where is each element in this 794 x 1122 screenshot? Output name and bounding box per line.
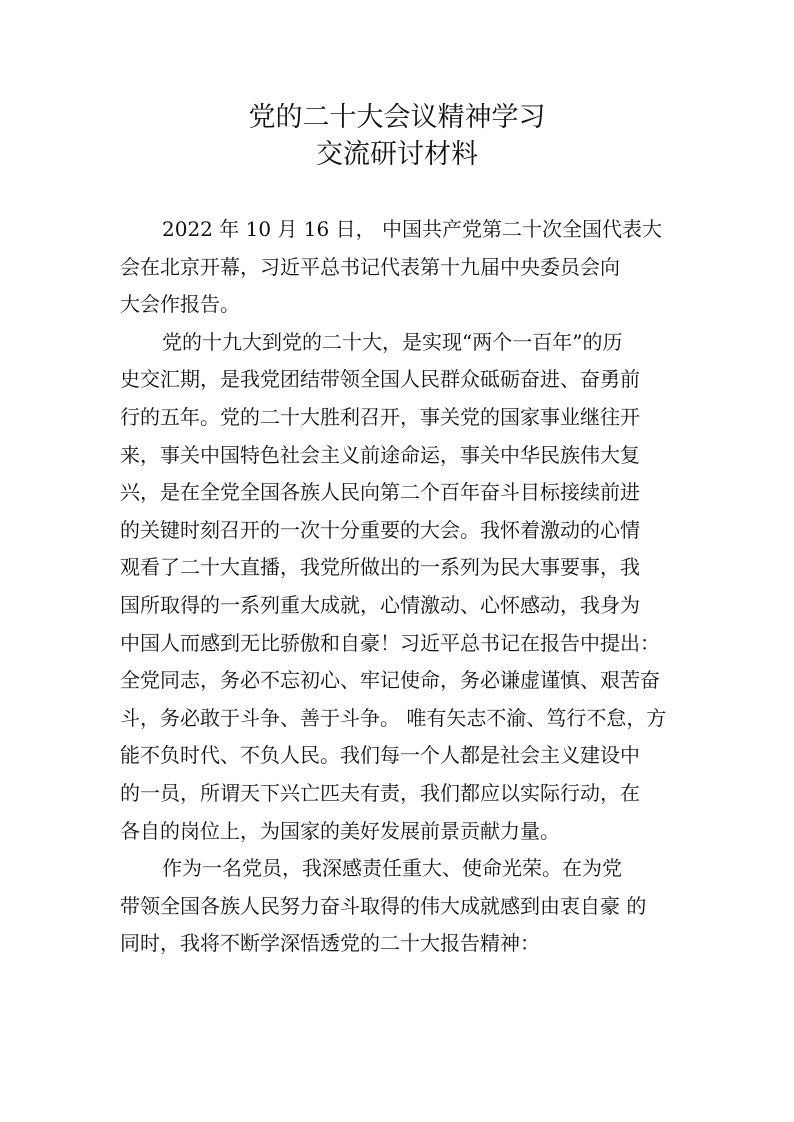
paragraph-line: 史交汇期，是我党团结带领全国人民群众砥砺奋进、奋勇前	[120, 367, 640, 392]
paragraph-line: 作为一名党员，我深感责任重大、使命光荣。在为党	[162, 856, 622, 881]
paragraph-line: 能不负时代、不负人民。我们每一个人都是社会主义建设中	[120, 743, 640, 768]
paragraph-line: 中国人而感到无比骄傲和自豪！习近平总书记在报告中提出：	[120, 630, 660, 655]
paragraph-line: 各自的岗位上，为国家的美好发展前景贡献力量。	[120, 818, 560, 843]
paragraph-line: 来，事关中国特色社会主义前途命运，事关中华民族伟大复	[120, 442, 640, 467]
document-title-line-2: 交流研讨材料	[316, 139, 478, 170]
paragraph-line: 大会作报告。	[120, 292, 240, 317]
paragraph-2	[120, 324, 700, 850]
paragraph-line: 2022 年 10 月 16 日， 中国共产党第二十次全国代表大	[162, 217, 662, 241]
paragraph-line: 兴，是在全党全国各族人民向第二个百年奋斗目标接续前进	[120, 480, 640, 505]
paragraph-line: 国所取得的一系列重大成就，心情激动、心怀感动，我身为	[120, 592, 640, 617]
paragraph-line: 的一员，所谓天下兴亡匹夫有责，我们都应以实际行动，在	[120, 780, 640, 805]
paragraph-line: 党的十九大到党的二十大，是实现“两个一百年”的历	[162, 329, 623, 354]
paragraph-line: 全党同志，务必不忘初心、牢记使命，务必谦虚谨慎、艰苦奋	[120, 668, 660, 693]
paragraph-line: 的关键时刻召开的一次十分重要的大会。我怀着激动的心情	[120, 517, 640, 542]
paragraph-line: 带领全国各族人民努力奋斗取得的伟大成就感到由衷自豪 的	[120, 893, 647, 918]
paragraph-3	[120, 850, 700, 963]
paragraph-line: 会在北京开幕，习近平总书记代表第十九届中央委员会向	[120, 254, 620, 279]
paragraph-line: 观看了二十大直播，我党所做出的一系列为民大事要事，我	[120, 555, 640, 580]
document-body	[120, 211, 700, 963]
document-title-line-1: 党的二十大会议精神学习	[248, 102, 546, 133]
paragraph-line: 斗，务必敢于斗争、善于斗争。 唯有矢志不渝、笃行不怠，方	[120, 705, 667, 730]
paragraph-1	[120, 211, 700, 324]
paragraph-line: 同时，我将不断学深悟透党的二十大报告精神：	[120, 931, 540, 956]
paragraph-line: 行的五年。党的二十大胜利召开，事关党的国家事业继往开	[120, 404, 640, 429]
